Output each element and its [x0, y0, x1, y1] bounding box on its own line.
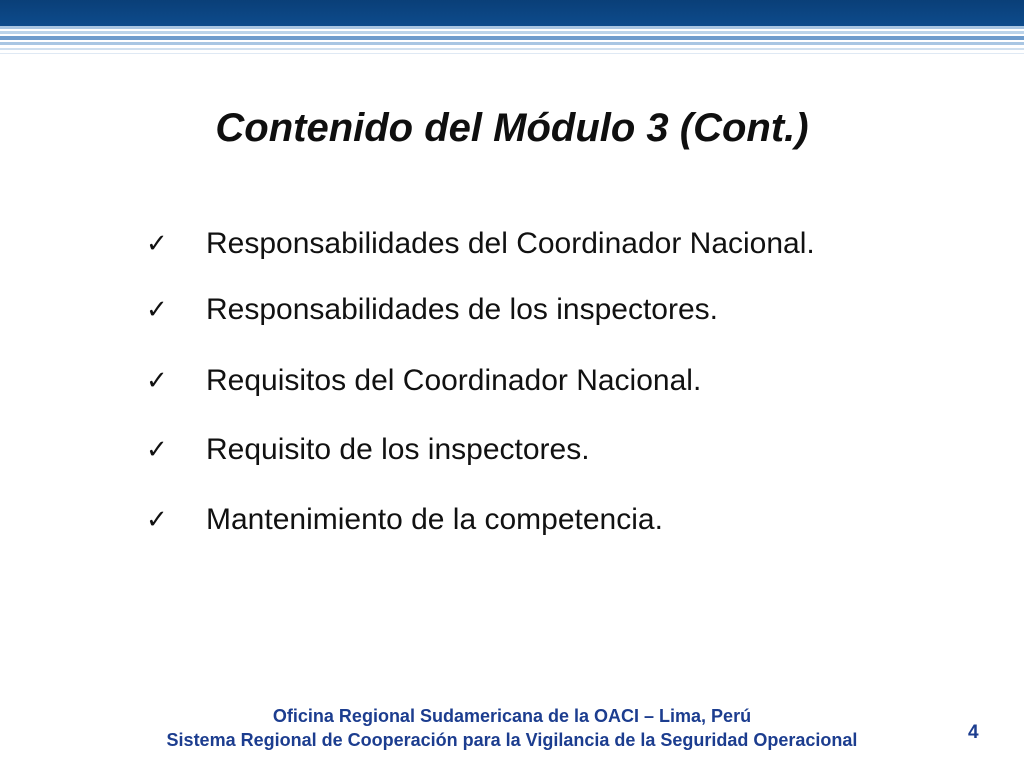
page-number: 4	[968, 722, 979, 743]
header-stripes	[0, 26, 1024, 58]
checkmark-icon: ✓	[146, 435, 168, 465]
slide-title: Contenido del Módulo 3 (Cont.)	[215, 106, 809, 150]
checkmark-icon: ✓	[146, 366, 168, 396]
checkmark-icon: ✓	[146, 295, 168, 325]
footer-line-office: Oficina Regional Sudamericana de la OACI – Lima, Perú	[272, 706, 752, 726]
footer-line-system: Sistema Regional de Cooperación para la Vigilancia de la Seguridad Operacional	[166, 730, 858, 750]
header-band	[0, 0, 1024, 26]
footer	[0, 704, 1024, 752]
checkmark-icon: ✓	[146, 229, 168, 259]
list-item-text: Responsabilidades del Coordinador Nacional.	[206, 227, 815, 260]
list-item	[146, 361, 701, 401]
list-item-text: Requisito de los inspectores.	[206, 433, 590, 466]
list-item-text: Responsabilidades de los inspectores.	[206, 293, 718, 326]
list-item	[146, 224, 815, 264]
list-item	[146, 430, 590, 470]
list-item	[146, 500, 663, 540]
checkmark-icon: ✓	[146, 505, 168, 535]
list-item-text: Mantenimiento de la competencia.	[206, 503, 663, 536]
list-item-text: Requisitos del Coordinador Nacional.	[206, 364, 702, 397]
list-item	[146, 290, 718, 330]
